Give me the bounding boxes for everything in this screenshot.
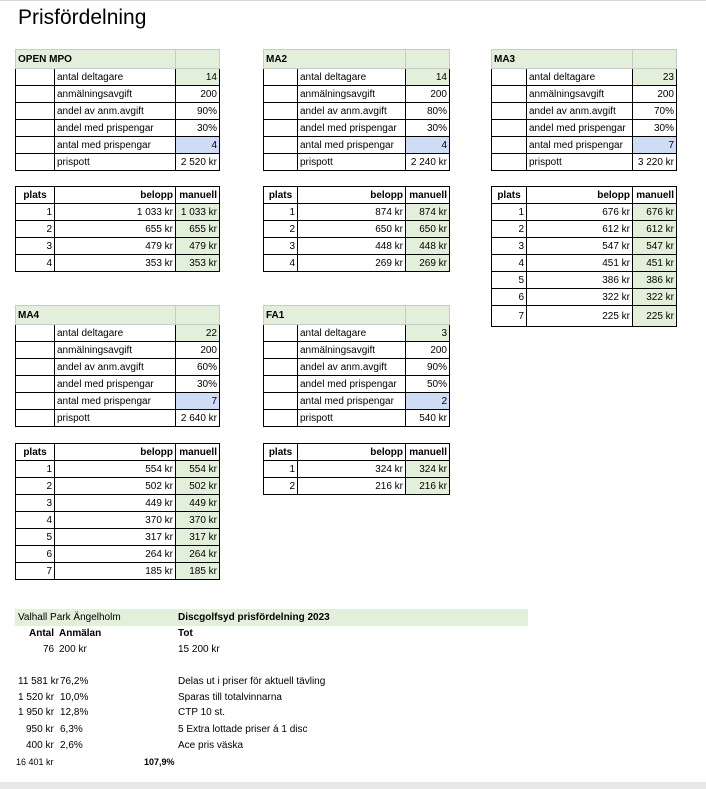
table-row: 3 449 kr 449 kr [16, 495, 220, 512]
summary-row-amount: 1 950 kr [18, 707, 55, 718]
summary-venue: Valhall Park Ängelholm [18, 612, 121, 623]
summary-col-antal: Antal [29, 628, 54, 639]
summary-row-pct: 76,2% [60, 676, 89, 687]
places-table [263, 186, 450, 272]
places-block-ma3 [491, 186, 677, 327]
places-table [15, 443, 220, 580]
table-row: 4 353 kr 353 kr [16, 255, 220, 272]
info-label: prispott [527, 154, 633, 171]
table-row: 4 269 kr 269 kr [264, 255, 450, 272]
table-row: 2 650 kr 650 kr [264, 221, 450, 238]
summary-total-pct: 107,9% [144, 757, 175, 767]
summary-row-amount: 950 kr [26, 724, 54, 735]
info-label: prispott [55, 410, 176, 427]
table-row: 1 324 kr 324 kr [264, 461, 450, 478]
table-row: 2 216 kr 216 kr [264, 478, 450, 495]
info-label: antal med prispengar [298, 137, 406, 154]
info-label: antal deltagare [55, 69, 176, 86]
info-value[interactable]: 30% [633, 120, 677, 137]
header-manuell: manuell [406, 444, 450, 461]
info-table [263, 49, 450, 171]
info-label: antal med prispengar [527, 137, 633, 154]
info-value[interactable]: 60% [176, 359, 220, 376]
info-label: andel av anm.avgift [298, 359, 406, 376]
table-row: 1 874 kr 874 kr [264, 204, 450, 221]
summary-row-pct: 6,3% [60, 724, 83, 735]
bottom-scrollbar[interactable] [0, 782, 706, 789]
summary-row-amount: 400 kr [26, 740, 54, 751]
info-value[interactable]: 90% [406, 359, 450, 376]
info-label: andel av anm.avgift [527, 103, 633, 120]
info-label: andel av anm.avgift [55, 359, 176, 376]
info-label: anmälningsavgift [527, 86, 633, 103]
info-value[interactable]: 50% [406, 376, 450, 393]
info-value[interactable]: 200 [406, 86, 450, 103]
table-row: 4 451 kr 451 kr [492, 255, 677, 272]
table-row: 7 225 kr 225 kr [492, 306, 677, 327]
places-block-ma2 [263, 186, 450, 272]
table-row: 6 264 kr 264 kr [16, 546, 220, 563]
summary-anmalan: 200 kr [59, 644, 87, 655]
class-block-ma3 [491, 49, 677, 171]
top-border [0, 0, 706, 1]
info-value: 2 240 kr [406, 154, 450, 171]
summary-row-pct: 2,6% [60, 740, 83, 751]
info-label: prispott [298, 410, 406, 427]
info-label: andel av anm.avgift [55, 103, 176, 120]
info-label: antal deltagare [298, 69, 406, 86]
info-label: andel med prispengar [298, 120, 406, 137]
info-label: antal med prispengar [55, 393, 176, 410]
summary-col-tot: Tot [178, 628, 193, 639]
class-name: MA3 [492, 50, 633, 69]
header-belopp: belopp [298, 444, 406, 461]
header-plats: plats [264, 444, 298, 461]
info-value[interactable]: 30% [176, 376, 220, 393]
info-label: anmälningsavgift [55, 86, 176, 103]
info-label: antal deltagare [298, 325, 406, 342]
summary-row-pct: 10,0% [60, 692, 89, 703]
info-label: antal deltagare [527, 69, 633, 86]
info-value[interactable]: 90% [176, 103, 220, 120]
table-row: 5 386 kr 386 kr [492, 272, 677, 289]
table-row: 3 547 kr 547 kr [492, 238, 677, 255]
places-table [15, 186, 220, 272]
info-label: anmälningsavgift [298, 342, 406, 359]
info-value[interactable]: 200 [176, 342, 220, 359]
info-value[interactable]: 4 [176, 137, 220, 154]
places-block-fa1 [263, 443, 450, 495]
places-block-open-mpo [15, 186, 220, 272]
info-value: 2 520 kr [176, 154, 220, 171]
info-label: antal med prispengar [55, 137, 176, 154]
info-value[interactable]: 200 [633, 86, 677, 103]
header-plats: plats [16, 187, 55, 204]
header-plats: plats [16, 444, 55, 461]
header-belopp: belopp [55, 187, 176, 204]
class-block-open-mpo [15, 49, 220, 171]
info-value[interactable]: 14 [176, 69, 220, 86]
table-row: 2 655 kr 655 kr [16, 221, 220, 238]
info-label: antal deltagare [55, 325, 176, 342]
table-row: 2 612 kr 612 kr [492, 221, 677, 238]
info-value: 2 640 kr [176, 410, 220, 427]
info-value[interactable]: 30% [406, 120, 450, 137]
info-value[interactable]: 200 [176, 86, 220, 103]
info-value[interactable]: 4 [406, 137, 450, 154]
places-table [263, 443, 450, 495]
class-name: OPEN MPO [16, 50, 176, 69]
summary-row-desc: 5 Extra lottade priser á 1 disc [178, 724, 308, 735]
summary-row-desc: Delas ut i priser för aktuell tävling [178, 676, 326, 687]
header-manuell: manuell [406, 187, 450, 204]
info-value[interactable]: 200 [406, 342, 450, 359]
info-value: 540 kr [406, 410, 450, 427]
info-value: 3 220 kr [633, 154, 677, 171]
info-table [15, 305, 220, 427]
summary-row-desc: CTP 10 st. [178, 707, 226, 718]
table-row: 3 448 kr 448 kr [264, 238, 450, 255]
info-label: andel med prispengar [55, 120, 176, 137]
info-label: anmälningsavgift [298, 86, 406, 103]
summary-total-amount: 16 401 kr [16, 757, 54, 767]
summary-row-pct: 12,8% [60, 707, 89, 718]
info-value[interactable]: 30% [176, 120, 220, 137]
header-belopp: belopp [55, 444, 176, 461]
class-block-fa1 [263, 305, 450, 427]
table-row: 6 322 kr 322 kr [492, 289, 677, 306]
page-title: Prisfördelning [18, 6, 147, 29]
info-label: prispott [55, 154, 176, 171]
info-value[interactable]: 7 [633, 137, 677, 154]
table-row: 1 554 kr 554 kr [16, 461, 220, 478]
summary-tot: 15 200 kr [178, 644, 220, 655]
header-manuell: manuell [176, 187, 220, 204]
info-value[interactable]: 22 [176, 325, 220, 342]
info-label: andel med prispengar [55, 376, 176, 393]
info-value[interactable]: 3 [406, 325, 450, 342]
class-block-ma4 [15, 305, 220, 427]
info-label: antal med prispengar [298, 393, 406, 410]
info-value[interactable]: 70% [633, 103, 677, 120]
summary-row-desc: Sparas till totalvinnarna [178, 692, 282, 703]
class-name: MA4 [16, 306, 176, 325]
class-name: MA2 [264, 50, 406, 69]
info-value[interactable]: 7 [176, 393, 220, 410]
header-plats: plats [492, 187, 527, 204]
table-row: 4 370 kr 370 kr [16, 512, 220, 529]
info-value[interactable]: 14 [406, 69, 450, 86]
summary-col-anmalan: Anmälan [59, 628, 102, 639]
table-row: 5 317 kr 317 kr [16, 529, 220, 546]
info-label: andel av anm.avgift [298, 103, 406, 120]
info-table [263, 305, 450, 427]
header-plats: plats [264, 187, 298, 204]
table-row: 2 502 kr 502 kr [16, 478, 220, 495]
header-belopp: belopp [298, 187, 406, 204]
info-value[interactable]: 80% [406, 103, 450, 120]
places-table [491, 186, 677, 327]
info-label: anmälningsavgift [55, 342, 176, 359]
info-label: andel med prispengar [298, 376, 406, 393]
table-row: 1 676 kr 676 kr [492, 204, 677, 221]
info-value[interactable]: 23 [633, 69, 677, 86]
summary-row-desc: Ace pris väska [178, 740, 244, 751]
header-belopp: belopp [527, 187, 633, 204]
summary-row-amount: 11 581 kr [18, 676, 59, 687]
places-block-ma4 [15, 443, 220, 580]
class-name: FA1 [264, 306, 406, 325]
summary-antal: 76 [43, 644, 55, 655]
info-table [491, 49, 677, 171]
table-row: 1 1 033 kr 1 033 kr [16, 204, 220, 221]
header-manuell: manuell [176, 444, 220, 461]
table-row: 3 479 kr 479 kr [16, 238, 220, 255]
summary-row-amount: 1 520 kr [18, 692, 55, 703]
summary-heading: Discgolfsyd prisfördelning 2023 [178, 612, 330, 623]
table-row: 7 185 kr 185 kr [16, 563, 220, 580]
info-table [15, 49, 220, 171]
info-value[interactable]: 2 [406, 393, 450, 410]
header-manuell: manuell [633, 187, 677, 204]
info-label: prispott [298, 154, 406, 171]
info-label: andel med prispengar [527, 120, 633, 137]
class-block-ma2 [263, 49, 450, 171]
